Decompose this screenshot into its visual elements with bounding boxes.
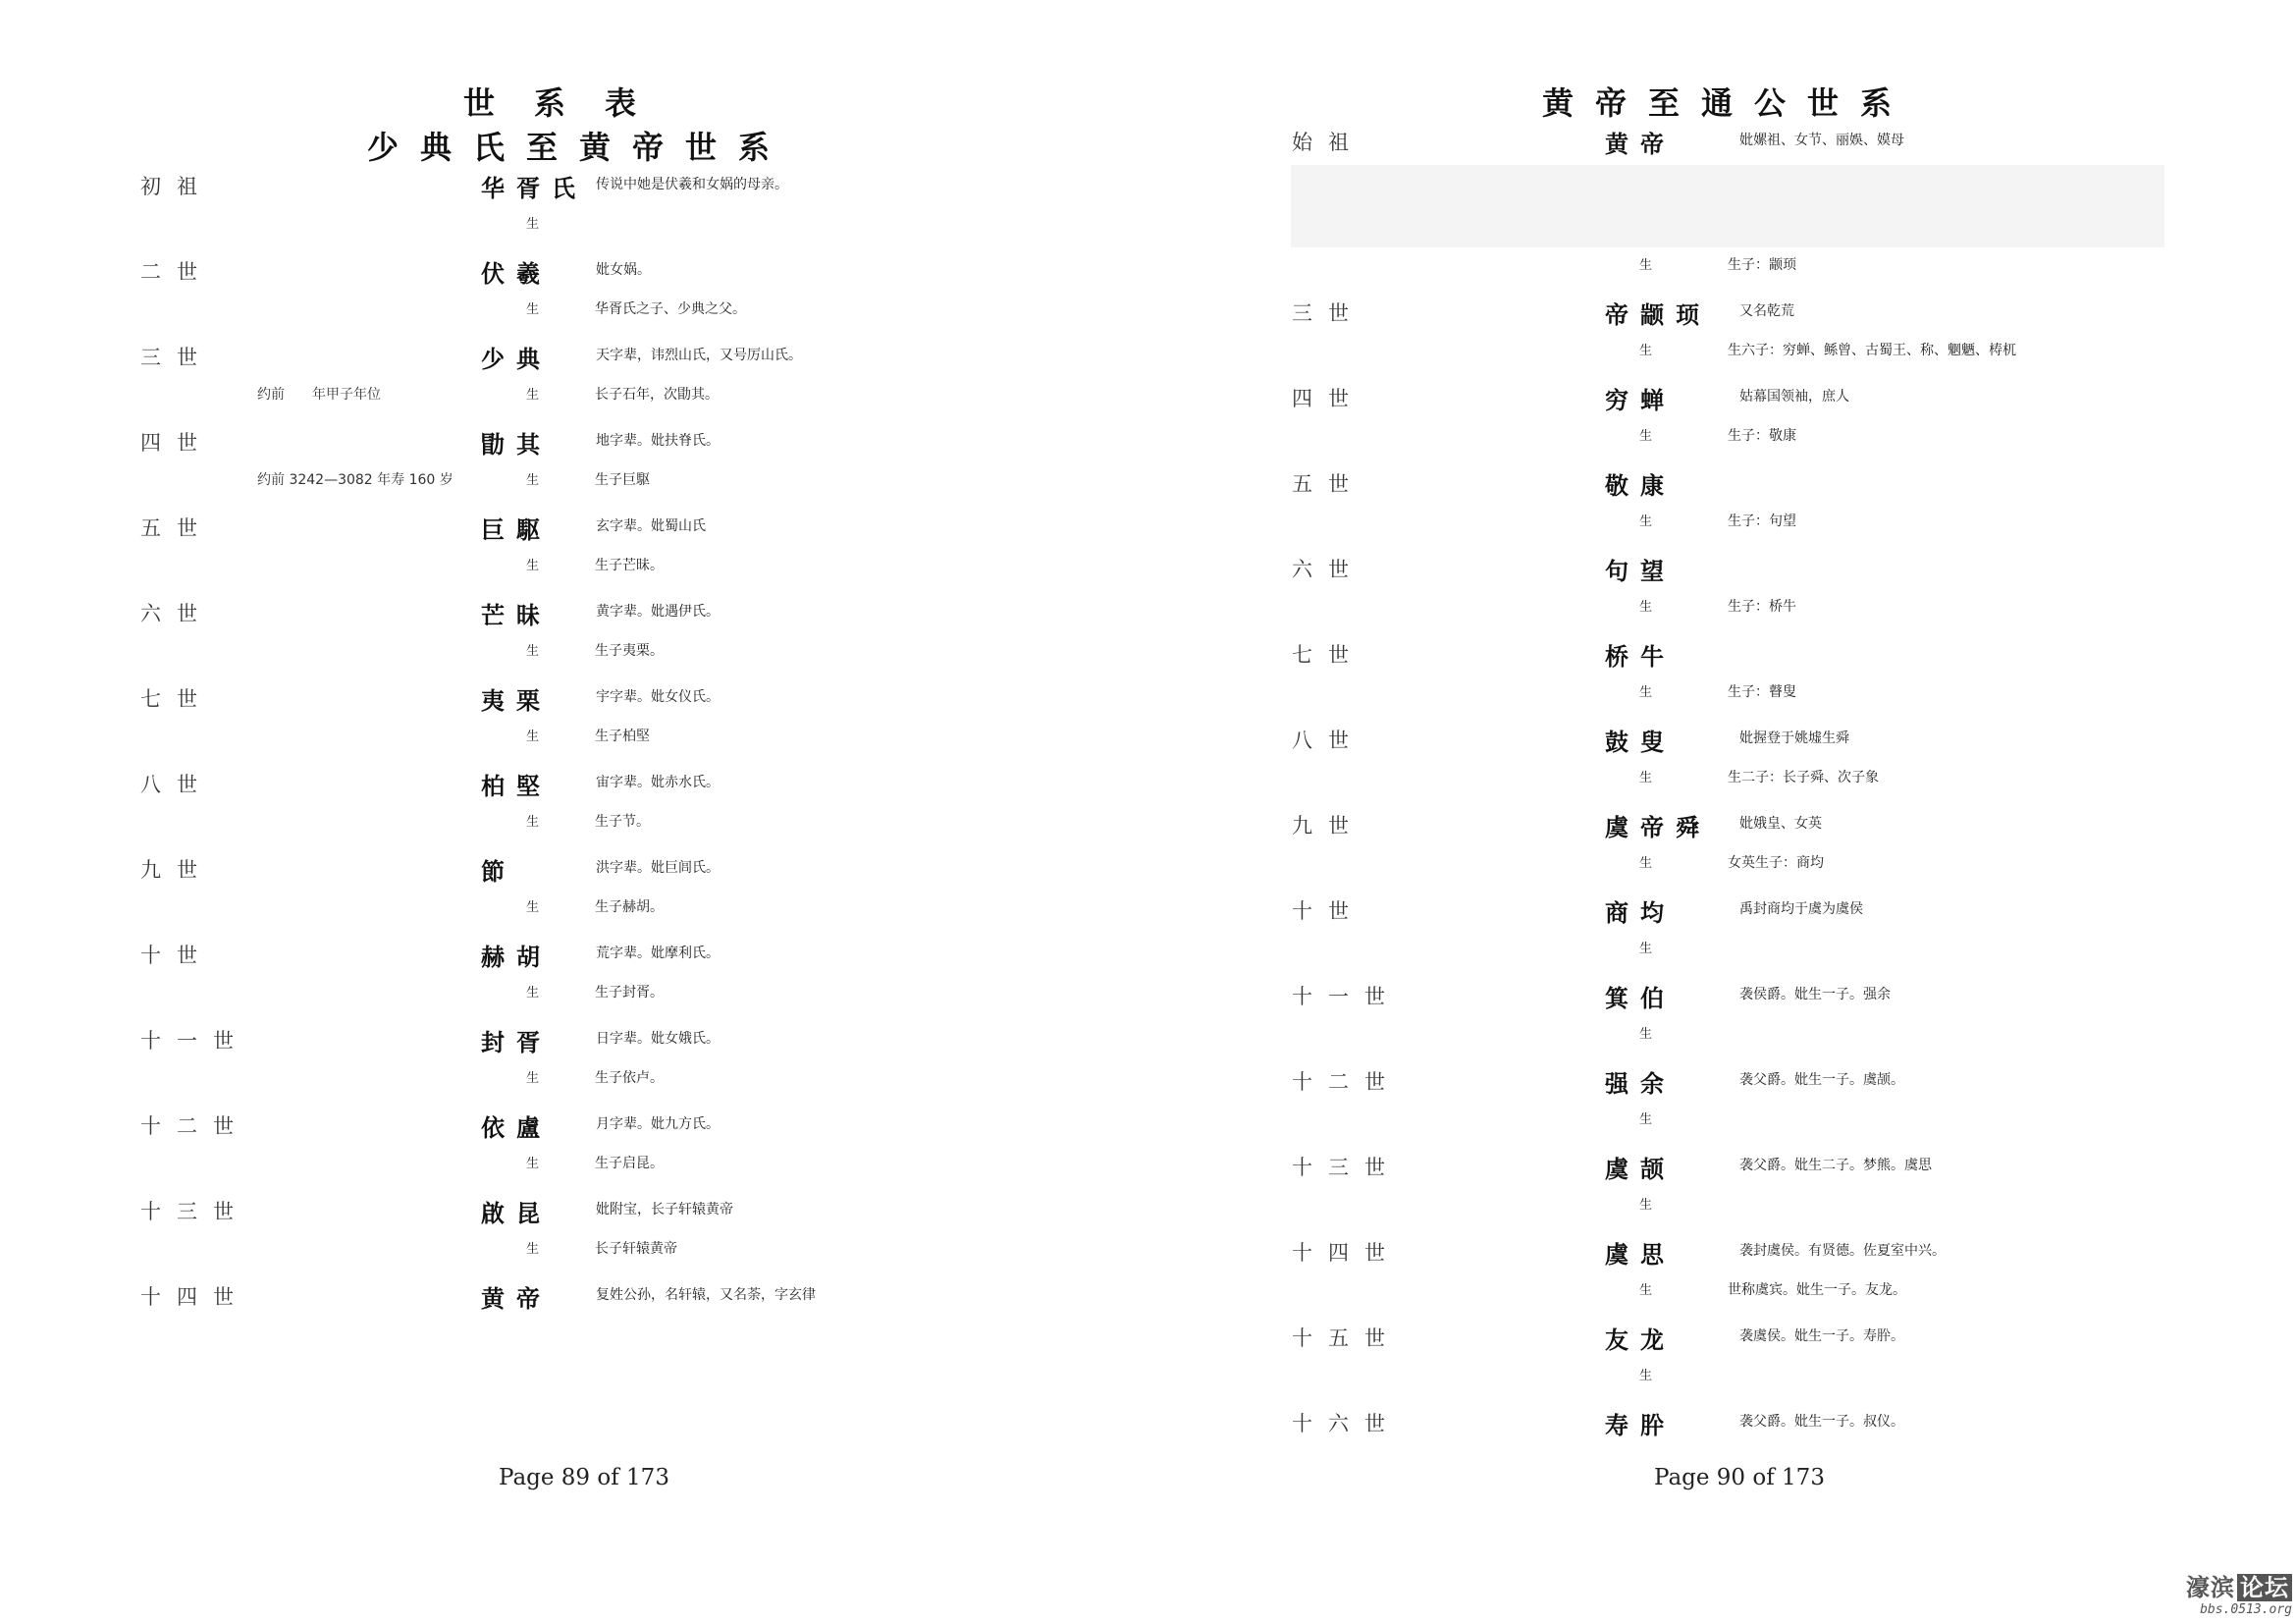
generation-row [0, 598, 1148, 676]
ancestor-note: 袭虞侯。妣生一子。寿肸。 [1739, 1328, 1904, 1344]
generation-row [1148, 1237, 2296, 1316]
ancestor-note: 洪字辈。妣巨闾氏。 [596, 860, 720, 876]
begat-mark: 生 [1639, 771, 1653, 785]
generation-row [0, 769, 1148, 847]
left-page-number: Page 89 of 173 [499, 1465, 669, 1490]
ancestor-name: 鼓叟 [1605, 729, 1676, 756]
generation-row [0, 427, 1148, 506]
begat-mark: 生 [1639, 258, 1653, 273]
begat-mark: 生 [526, 559, 540, 573]
ancestor-name: 依盧 [481, 1114, 552, 1142]
generation-label: 二世 [140, 260, 213, 284]
ancestor-name: 句望 [1605, 558, 1676, 585]
ancestor-note: 袭父爵。妣生一子。虞颉。 [1739, 1072, 1904, 1088]
generation-label: 七世 [1292, 643, 1364, 667]
ancestor-note: 妣嫘祖、女节、丽娛、嫫母 [1739, 133, 1904, 148]
right-page-number: Page 90 of 173 [1654, 1465, 1825, 1490]
ancestor-note: 袭父爵。妣生二子。梦熊。虞思 [1739, 1158, 1932, 1173]
generation-label: 六世 [1292, 558, 1364, 581]
begat-mark: 生 [1639, 1112, 1653, 1127]
generation-label: 五世 [140, 516, 213, 540]
ancestor-note: 宙字辈。妣赤水氏。 [596, 775, 720, 790]
generation-label: 十六世 [1292, 1412, 1401, 1435]
generation-label: 八世 [140, 773, 213, 796]
ancestor-name: 勖其 [481, 431, 552, 459]
ancestor-note: 宇字辈。妣女仪氏。 [596, 689, 720, 705]
descendant-note: 生子依卢。 [595, 1070, 664, 1086]
descendant-note: 生二子：长子舜、次子象 [1728, 770, 1879, 785]
ancestor-name: 巨駆 [481, 516, 552, 544]
generation-row [0, 171, 1148, 249]
ancestor-note: 天字辈，讳烈山氏，又号厉山氏。 [596, 348, 802, 363]
descendant-note: 长子石年，次勖其。 [595, 387, 719, 403]
descendant-note: 生子：瞽叟 [1728, 684, 1796, 700]
generation-row [1148, 554, 2296, 632]
begat-mark: 生 [1639, 685, 1653, 700]
generation-label: 始祖 [1292, 131, 1364, 154]
descendant-note: 长子轩辕黄帝 [595, 1241, 677, 1257]
ancestor-note: 荒字辈。妣摩利氏。 [596, 946, 720, 961]
begat-mark: 生 [526, 302, 540, 317]
descendant-note: 生六子：穷蝉、鲧曾、古蜀王、称、魍魉、梼杌 [1728, 343, 2016, 358]
generation-label: 十四世 [1292, 1241, 1401, 1265]
right-title: 黄帝至通公世系 [1541, 84, 1914, 122]
begat-mark: 生 [526, 388, 540, 403]
generation-label: 四世 [1292, 387, 1364, 410]
ancestor-name: 黄帝 [1605, 131, 1676, 158]
ancestor-note: 袭封虞侯。有贤德。佐夏室中兴。 [1739, 1243, 1946, 1259]
generation-label: 初祖 [140, 175, 213, 198]
generation-label: 九世 [140, 858, 213, 882]
descendant-note: 生子赫胡。 [595, 899, 664, 915]
ancestor-note: 月字辈。妣九方氏。 [596, 1116, 720, 1132]
generation-row [0, 513, 1148, 591]
begat-mark: 生 [1639, 429, 1653, 444]
ancestor-name: 华胥氏 [481, 175, 587, 202]
generation-row [1148, 298, 2296, 376]
ancestor-note: 妣娥皇、女英 [1739, 816, 1822, 832]
generation-row [0, 683, 1148, 762]
descendant-note: 生子：颛顼 [1728, 257, 1796, 273]
ancestor-name: 敬康 [1605, 472, 1676, 500]
descendant-note: 华胥氏之子、少典之父。 [595, 301, 746, 317]
begat-mark: 生 [526, 815, 540, 830]
ancestor-name: 夷栗 [481, 687, 552, 715]
generation-label: 九世 [1292, 814, 1364, 838]
descendant-note: 生子节。 [595, 814, 650, 830]
ancestor-name: 帝颛顼 [1605, 301, 1711, 329]
ancestor-name: 封胥 [481, 1029, 552, 1056]
generation-label: 三世 [140, 346, 213, 369]
begat-mark: 生 [1639, 600, 1653, 615]
ancestor-name: 商均 [1605, 899, 1676, 927]
ancestor-note: 袭侯爵。妣生一子。强余 [1739, 987, 1891, 1002]
ancestor-note: 玄字辈。妣蜀山氏 [596, 518, 706, 534]
begat-mark: 生 [526, 900, 540, 915]
begat-mark: 生 [526, 217, 540, 232]
ancestor-name: 虞思 [1605, 1241, 1676, 1269]
generation-row [0, 1281, 1148, 1360]
ancestor-note: 复姓公孙，名轩辕，又名荼，字玄律 [596, 1287, 816, 1303]
ancestor-note: 禹封商均于虞为虞侯 [1739, 901, 1863, 917]
generation-row [0, 940, 1148, 1018]
ancestor-name: 桥牛 [1605, 643, 1676, 671]
ancestor-note: 妣附宝，长子轩辕黄帝 [596, 1202, 733, 1217]
generation-row [0, 1110, 1148, 1189]
generation-label: 十四世 [140, 1285, 249, 1309]
age-note: 约前 年甲子年位 [257, 387, 381, 403]
watermark-url: bbs.0513.org [2200, 1602, 2292, 1617]
generation-row [1148, 810, 2296, 889]
generation-row [0, 854, 1148, 933]
generation-label: 三世 [1292, 301, 1364, 325]
descendant-note: 生子启昆。 [595, 1156, 664, 1171]
forum-watermark [2186, 1568, 2292, 1617]
left-title: 世系表 [462, 84, 676, 122]
ancestor-note: 姑幕国领袖，庶人 [1739, 389, 1849, 405]
ancestor-note: 黄字辈。妣遇伊氏。 [596, 604, 720, 620]
generation-label: 十一世 [1292, 985, 1401, 1008]
ancestor-name: 友龙 [1605, 1326, 1676, 1354]
generation-label: 十世 [140, 944, 213, 967]
begat-mark: 生 [1639, 1283, 1653, 1298]
generation-label: 十五世 [1292, 1326, 1401, 1350]
ancestor-name: 伏羲 [481, 260, 552, 288]
ancestor-note: 地字辈。妣扶脊氏。 [596, 433, 720, 449]
begat-mark: 生 [526, 473, 540, 488]
begat-mark: 生 [1639, 1027, 1653, 1042]
generation-label: 十二世 [140, 1114, 249, 1138]
generation-row [0, 1025, 1148, 1104]
left-subtitle: 少典氏至黄帝世系 [366, 129, 792, 166]
generation-row [1148, 1152, 2296, 1230]
begat-mark: 生 [1639, 1198, 1653, 1213]
descendant-note: 生子芒昧。 [595, 558, 664, 573]
generation-label: 十一世 [140, 1029, 249, 1053]
ancestor-name: 節 [481, 858, 516, 886]
begat-mark: 生 [526, 1071, 540, 1086]
generation-label: 十世 [1292, 899, 1364, 923]
generation-row [1148, 895, 2296, 974]
descendant-note: 生子：桥牛 [1728, 599, 1796, 615]
ancestor-name: 柏堅 [481, 773, 552, 800]
begat-mark: 生 [526, 644, 540, 659]
ancestor-name: 芒昧 [481, 602, 552, 629]
ancestor-name: 啟昆 [481, 1200, 552, 1227]
generation-label: 十三世 [1292, 1156, 1401, 1179]
generation-row [0, 342, 1148, 420]
watermark-logo: 濠滨 论坛 [2186, 1568, 2292, 1602]
generation-row [1148, 981, 2296, 1059]
ancestor-name: 箕伯 [1605, 985, 1676, 1012]
begat-mark: 生 [1639, 942, 1653, 956]
generation-row [1148, 1066, 2296, 1145]
generation-row [1148, 468, 2296, 547]
age-note: 约前 3242—3082 年寿 160 岁 [257, 472, 454, 488]
begat-mark: 生 [1639, 344, 1653, 358]
begat-mark: 生 [1639, 514, 1653, 529]
generation-label: 十二世 [1292, 1070, 1401, 1094]
highlight-band [1291, 165, 2164, 247]
generation-row [1148, 1323, 2296, 1401]
ancestor-name: 强余 [1605, 1070, 1676, 1098]
ancestor-note: 妣女娲。 [596, 262, 651, 278]
ancestor-name: 虞颉 [1605, 1156, 1676, 1183]
begat-mark: 生 [1639, 1369, 1653, 1383]
ancestor-note: 传说中她是伏羲和女娲的母亲。 [596, 177, 788, 192]
descendant-note: 生子柏堅 [595, 729, 650, 744]
ancestor-note: 袭父爵。妣生一子。叔仪。 [1739, 1414, 1904, 1430]
begat-mark: 生 [526, 1242, 540, 1257]
generation-row [0, 256, 1148, 335]
generation-label: 四世 [140, 431, 213, 455]
generation-label: 八世 [1292, 729, 1364, 752]
ancestor-name: 赫胡 [481, 944, 552, 971]
generation-row [1148, 383, 2296, 461]
descendant-note: 世称虞宾。妣生一子。友龙。 [1728, 1282, 1906, 1298]
begat-mark: 生 [526, 730, 540, 744]
generation-label: 十三世 [140, 1200, 249, 1223]
ancestor-note: 日字辈。妣女娥氏。 [596, 1031, 720, 1047]
descendant-note: 生子夷栗。 [595, 643, 664, 659]
generation-label: 六世 [140, 602, 213, 625]
generation-row [1148, 639, 2296, 718]
ancestor-name: 黄帝 [481, 1285, 552, 1313]
generation-row [0, 1196, 1148, 1274]
descendant-note: 生子：句望 [1728, 514, 1796, 529]
generation-row [1148, 725, 2296, 803]
ancestor-name: 少典 [481, 346, 552, 373]
ancestor-note: 又名乾荒 [1739, 303, 1794, 319]
descendant-note: 生子巨駆 [595, 472, 650, 488]
begat-mark: 生 [1639, 856, 1653, 871]
ancestor-name: 寿肸 [1605, 1412, 1676, 1439]
ancestor-note: 妣握登于姚墟生舜 [1739, 730, 1849, 746]
ancestor-name: 虞帝舜 [1605, 814, 1711, 841]
generation-label: 七世 [140, 687, 213, 711]
descendant-note: 女英生子：商均 [1728, 855, 1824, 871]
descendant-note: 生子：敬康 [1728, 428, 1796, 444]
descendant-note: 生子封胥。 [595, 985, 664, 1001]
ancestor-name: 穷蝉 [1605, 387, 1676, 414]
generation-label: 五世 [1292, 472, 1364, 496]
begat-mark: 生 [526, 1157, 540, 1171]
begat-mark: 生 [526, 986, 540, 1001]
